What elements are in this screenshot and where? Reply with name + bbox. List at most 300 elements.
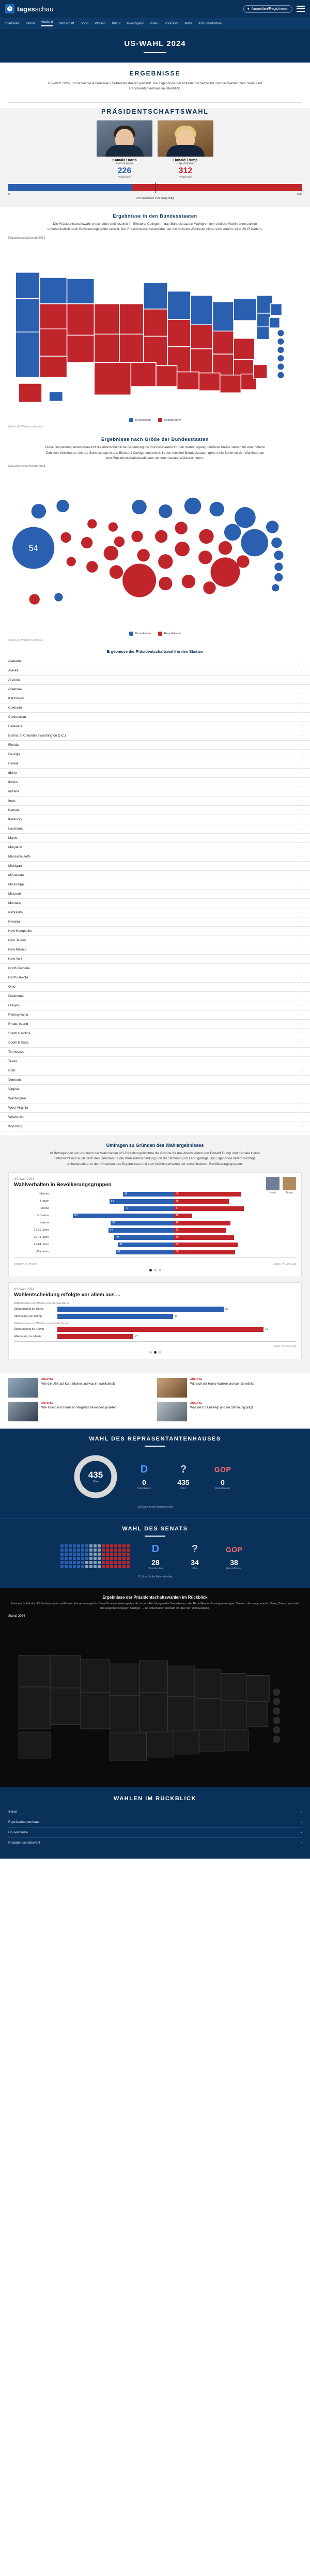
teaser-3[interactable] (157, 1402, 302, 1421)
retro-item-1[interactable] (8, 1817, 302, 1828)
retro-section (0, 1787, 310, 1859)
state-label-4: Kalifornien (8, 696, 24, 700)
carousel-dot-3[interactable] (159, 1269, 161, 1271)
chart-card-reasons (8, 1282, 302, 1359)
state-row-38[interactable] (0, 1010, 310, 1020)
results-intro: US-Wahl 2024: So haben die Amerikaner US-Bundesstaaten gewählt. Die Ergebnisse der Präsidentschaftswahl und der Wahlen zum Senat und Repräsentantenhaus im Überblick. (48, 82, 262, 91)
candidate-harris-votes: 226 (117, 166, 132, 175)
state-row-11[interactable] (0, 759, 310, 769)
teaser-tag-3: ANALYSE (190, 1401, 203, 1405)
candidate-trump-votes-label: Wahlleute (179, 175, 192, 179)
retro-label-2: Gouverneure (8, 1830, 28, 1834)
chevron-down-icon: › (300, 1124, 302, 1128)
state-row-2[interactable] (0, 676, 310, 685)
login-button[interactable] (243, 5, 292, 13)
chart-row-7 (14, 1243, 296, 1247)
state-label-47: Washington (8, 1096, 26, 1100)
nav-item-7[interactable]: Investigativ (127, 21, 144, 25)
state-label-22: Michigan (8, 864, 22, 868)
house-footnote: 218 Sitze für die Mehrheit nötig (137, 1505, 173, 1509)
chevron-down-icon: › (300, 854, 302, 858)
carousel-dots-2[interactable] (14, 1351, 296, 1354)
chart-row-5 (14, 1228, 296, 1233)
senate-republicans-label: Republikaner (226, 1567, 242, 1570)
bubble-map-source: Quelle: AP/Wahlen in Amerika (8, 638, 43, 642)
chart-reasons-sub-1: Wählerinnen und Wähler von Kamala Harris (14, 1301, 70, 1305)
chevron-down-icon: › (300, 1078, 302, 1082)
state-label-32: New York (8, 957, 23, 961)
state-row-28[interactable] (0, 917, 310, 927)
chevron-down-icon: › (300, 826, 302, 831)
state-row-30[interactable] (0, 936, 310, 945)
us-history-map[interactable] (8, 1619, 302, 1776)
state-row-18[interactable] (0, 824, 310, 834)
chart-row-right-value-4: 46 (176, 1221, 179, 1224)
state-label-49: Wisconsin (8, 1115, 24, 1119)
state-row-10[interactable] (0, 750, 310, 759)
state-label-15: Iowa (8, 799, 16, 803)
chart-axis (14, 1257, 296, 1258)
state-row-16[interactable] (0, 806, 310, 815)
house-total-label: Sitze (92, 1480, 99, 1483)
chevron-down-icon: › (300, 659, 302, 663)
senate-open-label: offen (192, 1567, 198, 1570)
state-row-8[interactable] (0, 731, 310, 741)
legend-republicans-swatch (158, 418, 162, 422)
logo-text (17, 5, 54, 13)
states-accordion (0, 649, 310, 1136)
state-label-50: Wyoming (8, 1124, 23, 1128)
history-map-text: Etwa ein Drittel der US-Bundesstaaten wählt seit Jahrzehnten gleich: Diese Bundesstaaten gelten als sichere Hochburgen der Demokraten oder Republikaner. In einigen wenigen Staaten, den sogenannten Swing States, wechselt das Ergebnis hingegen häufiger — sie entscheiden deshalb oft über den Wahlausgang. (11, 1602, 299, 1610)
reason-value-2: 73 (265, 1327, 268, 1331)
nav-item-6[interactable]: Kultur (112, 21, 121, 25)
reason-value-3: 27 (135, 1335, 138, 1338)
state-row-7[interactable] (0, 722, 310, 731)
state-row-22[interactable] (0, 862, 310, 871)
history-map-title: Ergebnisse der Präsidentschaftswahlen im Rückblick (102, 1594, 208, 1600)
state-row-43[interactable] (0, 1057, 310, 1066)
state-label-13: Illinois (8, 780, 18, 784)
house-col-democrats (129, 1463, 160, 1490)
chevron-down-icon: › (300, 780, 302, 784)
bubble-map-subtitle: Diese Darstellung veranschaulicht die unterschiedliche Bedeutung der Bundesstaaten für den Wahlausgang: Größere Kreise stehen für eine höhere Zahl von Wahlleuten, die der Bundesstaat in das Electoral College entsendet. In den meisten Bundesstaaten gehen alle Stimmen der Wahlleute an den Präsidentschaftskandidaten mit den meisten Wählerstimmen. (45, 446, 265, 461)
chevron-down-icon: › (300, 910, 302, 914)
chart-row-1 (14, 1199, 296, 1204)
state-label-0: Alabama (8, 659, 22, 663)
state-label-35: Ohio (8, 985, 16, 989)
house-total: 435 (88, 1469, 103, 1480)
electoral-bar-labels (8, 193, 302, 196)
teaser-text-3: Was die USA bewegt und die Stimmung prägt (190, 1406, 253, 1409)
us-bubble-map[interactable] (8, 469, 302, 626)
house-rule (145, 1446, 165, 1447)
house-section (0, 1429, 310, 1518)
state-row-35[interactable] (0, 983, 310, 992)
chart-reasons-title: Wahlentscheidung erfolgte vor allem aus ... (14, 1292, 120, 1298)
chevron-down-icon: › (300, 696, 302, 700)
chevron-down-icon: › (300, 743, 302, 747)
electoral-bar-track (8, 184, 302, 191)
house-col-republicans (207, 1463, 238, 1490)
state-label-39: Rhode Island (8, 1022, 28, 1026)
svg-text:54: 54 (28, 544, 38, 554)
user-icon: ● (247, 7, 250, 11)
carousel-dot-1[interactable] (149, 1269, 152, 1271)
state-row-44[interactable] (0, 1066, 310, 1076)
state-row-24[interactable] (0, 880, 310, 890)
teaser-tag-1: ANALYSE (190, 1377, 203, 1381)
senate-col-republicans (219, 1543, 250, 1570)
state-row-48[interactable] (0, 1103, 310, 1113)
state-row-41[interactable] (0, 1038, 310, 1048)
teaser-1[interactable] (157, 1378, 302, 1398)
chevron-down-icon: › (300, 761, 302, 765)
bubble-map-block (0, 431, 310, 643)
bubble-legend-republicans (158, 632, 181, 636)
state-row-39[interactable] (0, 1020, 310, 1029)
republican-logo-icon: GOP (214, 1465, 231, 1474)
chart-row-left-value-7: 46 (119, 1243, 123, 1246)
chevron-down-icon: › (300, 1830, 302, 1834)
senate-rule (145, 1536, 165, 1537)
senate-title: WAHL DES SENATS (122, 1525, 188, 1532)
retro-label-0: Senat (8, 1810, 17, 1814)
chevron-down-icon: › (300, 1096, 302, 1100)
legend-democrats-swatch (129, 418, 133, 422)
teaser-thumb-0 (8, 1378, 38, 1398)
hero (0, 29, 310, 63)
chart-reasons-kicker: US-Wahl 2024 (14, 1287, 34, 1291)
state-row-1[interactable] (0, 666, 310, 676)
state-label-16: Kansas (8, 808, 20, 812)
chart-row-left-value-8: 48 (117, 1250, 120, 1253)
state-row-47[interactable] (0, 1094, 310, 1103)
carousel-dots[interactable] (14, 1269, 296, 1271)
top-bar (0, 0, 310, 18)
chart-row-left-value-2: 41 (126, 1206, 129, 1210)
chart-reasons-axis (14, 1341, 296, 1342)
state-label-7: Delaware (8, 724, 23, 728)
bubble-map-title: Ergebnisse nach Größe der Bundesstaaten (101, 437, 209, 442)
state-label-31: New Mexico (8, 947, 27, 952)
question-mark-icon: ? (180, 1463, 187, 1475)
chevron-down-icon: › (300, 1013, 302, 1017)
title-rule (144, 52, 166, 53)
legend-republicans-label: Republikaner (164, 419, 181, 422)
state-label-9: Florida (8, 743, 19, 747)
legend-democrats (129, 418, 151, 422)
nav-item-0[interactable]: Startseite (5, 21, 20, 25)
chart-row-right-value-8: 50 (176, 1250, 179, 1253)
state-label-27: Nebraska (8, 910, 23, 914)
senate-columns (140, 1543, 250, 1570)
bubble-legend-democrats-label: Demokraten (135, 632, 151, 635)
logo-text-main: tages (17, 5, 35, 13)
state-row-12[interactable] (0, 769, 310, 778)
teaser-text-0: Wie die USA auf Kurs blicken und was im wahlkämpft (41, 1382, 115, 1386)
state-row-49[interactable] (0, 1113, 310, 1122)
state-row-36[interactable] (0, 992, 310, 1001)
state-label-21: Massachusetts (8, 854, 31, 858)
candidate-row (0, 120, 310, 179)
candidate-trump (158, 120, 213, 179)
chevron-down-icon: › (300, 678, 302, 682)
chart-row-0 (14, 1192, 296, 1197)
state-label-34: North Dakota (8, 975, 28, 979)
teaser-text-2: Wie Trump und Harris im Vergleich besonders punkten (41, 1406, 117, 1409)
candidate-trump-name: Donald Trump (173, 158, 198, 162)
chevron-down-icon: › (300, 1115, 302, 1119)
state-label-37: Oregon (8, 1003, 20, 1007)
chart-candidate-thumbs (266, 1177, 296, 1194)
nav-item-8[interactable]: Video (149, 21, 159, 25)
teaser-2[interactable] (8, 1402, 153, 1421)
chart-row-label-3: Schwarze (36, 1214, 49, 1218)
bubble-map-legend (8, 632, 302, 636)
state-row-19[interactable] (0, 834, 310, 843)
chevron-down-icon: › (300, 985, 302, 989)
chevron-down-icon: › (300, 799, 302, 803)
chart-row-left-value-1: 53 (111, 1199, 114, 1203)
reason-row-0 (14, 1307, 296, 1312)
house-donut (72, 1453, 119, 1500)
carousel-dot-2[interactable] (154, 1269, 157, 1271)
electoral-bar (8, 184, 302, 200)
chevron-down-icon: › (300, 873, 302, 877)
surveys-intro: In Befragungen vor und nach der Wahl haben US-Forschungsinstitute die Gründe für das Abschneiden von Donald Trump und Kamala Harris untersucht und auch nach den Gründen für die Wählerentscheidung und die Stimmung im Land gefragt. Die Ergebnisse liefern wichtige Anhaltspunkte zu den Ursachen des Ergebnisses und zum Wählerverhalten der verschiedenen Bevölkerungsgruppen. (50, 1151, 260, 1166)
state-label-12: Idaho (8, 771, 17, 775)
candidate-harris-party: Demokraten (116, 162, 133, 165)
carousel2-dot-3[interactable] (159, 1351, 161, 1354)
chevron-down-icon: › (300, 771, 302, 775)
chart-reasons-sub-2: Wählerinnen und Wähler von Donald Trump (14, 1322, 70, 1325)
chart-row-left-value-6: 49 (116, 1235, 119, 1239)
state-row-21[interactable] (0, 852, 310, 862)
state-label-36: Oklahoma (8, 994, 24, 998)
question-mark-icon: ? (191, 1543, 198, 1555)
nav-item-11[interactable]: ARD Mediathek (198, 21, 222, 25)
state-row-26[interactable] (0, 899, 310, 908)
chart-groups-kicker: US-Wahl 2024 (14, 1177, 34, 1181)
state-label-26: Montana (8, 901, 22, 905)
bubble-legend-democrats (129, 632, 151, 636)
house-open-value: 435 (177, 1478, 190, 1487)
surveys-section (0, 1136, 310, 1373)
chart-row-2 (14, 1206, 296, 1211)
state-row-23[interactable] (0, 871, 310, 880)
reason-label-2: Überzeugung für Trump (14, 1327, 44, 1331)
nav-item-2[interactable]: Ausland (41, 20, 53, 26)
state-row-17[interactable] (0, 815, 310, 824)
legend-republicans (158, 418, 181, 422)
teaser-thumb-2 (8, 1402, 38, 1421)
house-republicans-value: 0 (221, 1478, 225, 1487)
nav-item-3[interactable]: Wirtschaft (59, 21, 74, 25)
retro-item-2[interactable] (8, 1828, 302, 1838)
chevron-down-icon: › (300, 752, 302, 756)
state-label-46: Virginia (8, 1087, 20, 1091)
state-row-42[interactable] (0, 1048, 310, 1057)
bar-left-label: 0 (8, 192, 10, 196)
senate-body (8, 1543, 302, 1570)
state-row-27[interactable] (0, 908, 310, 917)
state-row-25[interactable] (0, 890, 310, 899)
nav-item-4[interactable]: Sport (80, 21, 89, 25)
retro-label-3: Präsidentschaftswahl (8, 1841, 40, 1845)
carousel2-dot-2[interactable] (154, 1351, 157, 1354)
teaser-thumb-1 (157, 1378, 187, 1398)
results-intro-section (0, 63, 310, 102)
state-row-0[interactable] (0, 657, 310, 666)
teaser-tag-0: ANALYSE (41, 1377, 54, 1381)
bubble-legend-republicans-swatch (158, 632, 162, 636)
candidate-trump-votes: 312 (178, 166, 193, 175)
state-label-40: South Carolina (8, 1031, 30, 1035)
chart-thumb-trump (283, 1177, 296, 1194)
state-label-10: Georgia (8, 752, 21, 756)
state-row-33[interactable] (0, 964, 310, 973)
state-row-4[interactable] (0, 694, 310, 703)
teaser-grid (0, 1373, 310, 1429)
state-map-kicker: Präsidentschaftswahl 2024 (8, 236, 45, 240)
carousel2-dot-1[interactable] (149, 1351, 152, 1354)
candidate-harris-votes-label: Wahlleute (118, 175, 131, 179)
state-label-48: West Virginia (8, 1106, 28, 1110)
state-row-34[interactable] (0, 973, 310, 983)
state-row-5[interactable] (0, 703, 310, 713)
chevron-down-icon: › (300, 1087, 302, 1091)
state-label-30: New Jersey (8, 938, 26, 942)
chart-row-label-4: Latinos (40, 1221, 49, 1225)
retro-list (0, 1804, 310, 1859)
teaser-thumb-3 (157, 1402, 187, 1421)
chevron-down-icon: › (300, 864, 302, 868)
chart-card-groups (8, 1172, 302, 1277)
chevron-down-icon: › (300, 733, 302, 738)
teaser-0[interactable] (8, 1378, 153, 1398)
republican-logo-icon: GOP (225, 1545, 243, 1554)
bubble-legend-republicans-label: Republikaner (164, 632, 181, 635)
state-row-37[interactable] (0, 1001, 310, 1010)
reason-value-0: 59 (225, 1307, 228, 1311)
chart-row-3 (14, 1214, 296, 1218)
chevron-down-icon: › (300, 668, 302, 672)
state-label-14: Indiana (8, 789, 20, 793)
nav-item-9[interactable]: Podcasts (164, 21, 179, 25)
chart-row-right-value-2: 57 (176, 1206, 179, 1210)
chevron-down-icon: › (300, 901, 302, 905)
us-choropleth-map[interactable] (8, 241, 302, 414)
state-label-41: South Dakota (8, 1040, 29, 1045)
state-label-2: Arizona (8, 678, 20, 682)
chevron-down-icon: › (300, 938, 302, 942)
house-open-label: offen (180, 1487, 187, 1491)
chevron-down-icon: › (300, 845, 302, 849)
state-row-3[interactable] (0, 685, 310, 694)
chart-row-right-value-3: 15 (176, 1214, 179, 1217)
candidate-harris-photo (97, 120, 152, 157)
menu-button[interactable] (297, 6, 305, 12)
state-row-40[interactable] (0, 1029, 310, 1038)
state-label-44: Utah (8, 1068, 16, 1072)
reason-row-1 (14, 1314, 296, 1319)
chevron-down-icon: › (300, 1050, 302, 1054)
chart-row-left-value-4: 52 (112, 1221, 115, 1224)
state-row-46[interactable] (0, 1085, 310, 1094)
state-row-15[interactable] (0, 796, 310, 806)
house-col-open (168, 1463, 199, 1490)
state-row-45[interactable] (0, 1076, 310, 1085)
state-row-6[interactable] (0, 713, 310, 722)
reason-row-3 (14, 1334, 296, 1339)
surveys-title: Umfragen zu Gründen des Wahlergebnisses (106, 1142, 204, 1148)
state-label-19: Maine (8, 836, 18, 840)
chart-row-left-value-0: 42 (124, 1192, 128, 1195)
state-label-18: Louisiana (8, 826, 23, 831)
state-row-14[interactable] (0, 787, 310, 796)
state-row-9[interactable] (0, 741, 310, 750)
chevron-down-icon: › (300, 1068, 302, 1072)
bar-right-label: 538 (297, 192, 302, 196)
state-row-50[interactable] (0, 1122, 310, 1131)
nav-item-10[interactable]: Mehr (184, 21, 193, 25)
retro-item-3[interactable] (8, 1838, 302, 1848)
house-democrats-value: 0 (142, 1478, 146, 1487)
bubble-legend-democrats-swatch (129, 632, 133, 636)
nav-item-1[interactable]: Inland (25, 21, 35, 25)
state-label-29: New Hampshire (8, 929, 33, 933)
teaser-text-1: Wie sich der Harris-Wahlen und wer sie wählte (190, 1382, 255, 1386)
chart-row-label-1: Frauen (40, 1200, 49, 1203)
senate-section (0, 1518, 310, 1588)
chevron-down-icon: › (300, 687, 302, 691)
chevron-down-icon: › (300, 1820, 302, 1824)
retro-title: WAHLEN IM RÜCKBLICK (114, 1795, 196, 1802)
chart-groups-source: Quelle: AP VoteCast (272, 1262, 296, 1266)
nav-item-5[interactable]: Wissen (95, 21, 106, 25)
senate-democrats-label: Demokraten (148, 1567, 163, 1570)
chevron-down-icon: › (300, 1040, 302, 1045)
chevron-down-icon: › (300, 836, 302, 840)
chevron-down-icon: › (300, 1003, 302, 1007)
chevron-down-icon: › (300, 919, 302, 924)
main-nav (0, 18, 310, 29)
chart-row-right-value-6: 49 (176, 1235, 179, 1239)
chart-row-label-6: 30-44 Jahre (34, 1236, 49, 1239)
senate-republicans-value: 38 (230, 1558, 238, 1567)
retro-item-0[interactable] (8, 1807, 302, 1817)
history-map-year: Stand: 2024 (8, 1615, 25, 1618)
state-row-32[interactable] (0, 955, 310, 964)
logo[interactable] (5, 4, 54, 13)
state-label-8: District of Columbia (Washington D.C.) (8, 733, 66, 738)
chart-row-label-0: Männer (39, 1192, 49, 1196)
house-columns (129, 1463, 238, 1490)
state-row-13[interactable] (0, 778, 310, 787)
state-row-31[interactable] (0, 945, 310, 955)
chart-thumb-trump-label: Trump (285, 1191, 293, 1194)
state-row-29[interactable] (0, 927, 310, 936)
candidate-harris-name: Kamala Harris (112, 158, 137, 162)
senate-open-value: 34 (191, 1558, 199, 1567)
bubble-map-kicker: Präsidentschaftswahl 2024 (8, 465, 45, 469)
state-row-20[interactable] (0, 843, 310, 852)
state-map-source: Quelle: AP/Wahlen in Amerika (8, 425, 43, 429)
chevron-down-icon: › (300, 1022, 302, 1026)
chevron-down-icon: › (300, 706, 302, 710)
house-republicans-label: Republikaner (215, 1487, 230, 1491)
state-label-28: Nevada (8, 919, 20, 924)
